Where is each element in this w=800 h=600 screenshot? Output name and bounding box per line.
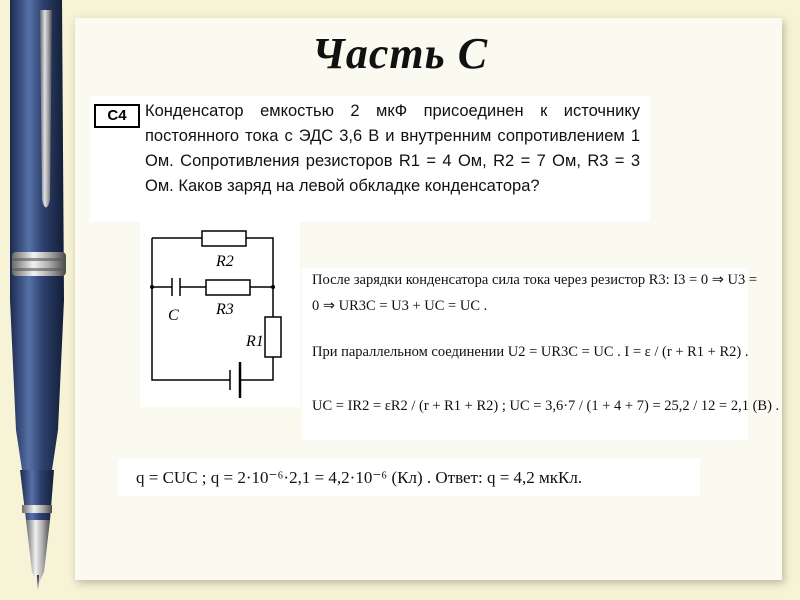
label-c: C <box>168 307 179 324</box>
problem-badge: С4 <box>94 104 140 128</box>
label-r3: R3 <box>216 301 234 318</box>
solution-line-1: После зарядки конденсатора сила тока через резистор R3: I3 = 0 ⇒ U3 = <box>312 272 758 288</box>
label-r2: R2 <box>216 253 234 270</box>
solution-line-2: 0 ⇒ UR3C = U3 + UC = UC . <box>312 298 488 314</box>
solution-line-3: При параллельном соединении U2 = UR3C = UC . I = ε / (r + R1 + R2) . <box>312 344 749 360</box>
slide-title: Часть С <box>311 29 489 78</box>
resistor-r2 <box>202 231 246 246</box>
label-r1: R1 <box>246 333 264 350</box>
problem-text: Конденсатор емкостью 2 мкФ присоединен к источнику постоянного тока с ЭДС 3,6 В и внутренним сопротивлением 1 Ом. Сопротивления резисторов R1 = 4 Ом, R2 = 7 Ом, R3 = 3 Ом. Каков заряд на левой обкладке конденсатора? <box>145 102 640 195</box>
resistor-r1 <box>265 317 281 357</box>
answer-text: q = CUC ; q = 2·10⁻⁶·2,1 = 4,2·10⁻⁶ (Кл) . Ответ: q = 4,2 мкКл. <box>136 468 583 487</box>
resistor-r3 <box>206 280 250 295</box>
circuit-diagram <box>140 222 300 407</box>
solution-line-4: UC = IR2 = εR2 / (r + R1 + R2) ; UC = 3,6·7 / (1 + 4 + 7) = 25,2 / 12 = 2,1 (В) . <box>312 398 780 414</box>
pen-icon <box>10 0 66 590</box>
